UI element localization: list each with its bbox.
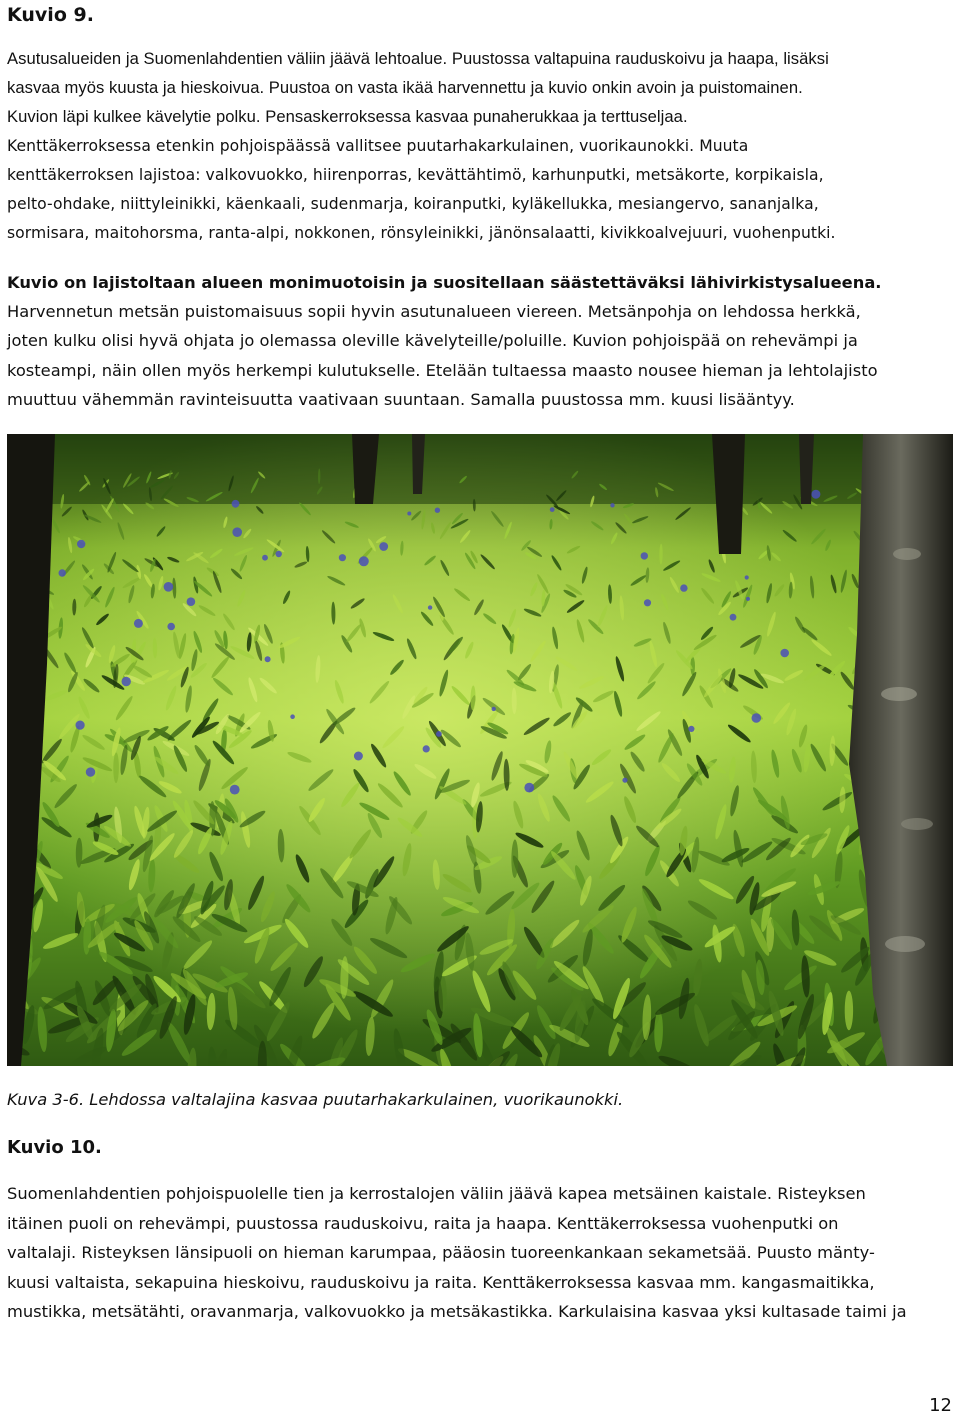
intro-line: Kuvion läpi kulkee kävelytie polku. Pensaskerroksessa kasvaa punaherukkaa ja terttuseljaa. (7, 107, 688, 127)
cornflower (746, 597, 750, 601)
cornflower (262, 555, 268, 561)
cornflower (276, 551, 282, 557)
cornflower (436, 731, 442, 737)
cornflower (122, 677, 131, 686)
cornflower (76, 721, 85, 730)
cornflower (354, 752, 363, 761)
cornflower (644, 599, 651, 606)
section-heading-kuvio-9: Kuvio 9. (7, 4, 94, 26)
cornflower (230, 785, 240, 795)
forest-undergrowth-photo (7, 434, 953, 1066)
cornflower (428, 605, 432, 609)
section-heading-kuvio-10: Kuvio 10. (7, 1137, 102, 1158)
cornflower (187, 597, 196, 606)
cornflower (680, 584, 687, 591)
section2-paragraph (7, 1179, 953, 1327)
section2-line: kuusi valtaista, sekapuina hieskoivu, rauduskoivu ja raita. Kenttäkerroksessa kasvaa mm. kangasmaitikka, (7, 1272, 875, 1292)
cornflower (265, 656, 271, 662)
cornflower (359, 556, 369, 566)
cornflower (232, 527, 242, 537)
recommendation-paragraph (7, 268, 953, 414)
recommendation-line: joten kulku olisi hyvä ohjata jo olemassa oleville kävelyteille/poluille. Kuvion pohjoispää on rehevämpi ja (7, 331, 858, 351)
cornflower (77, 540, 85, 548)
recommendation-lead: Kuvio on lajistoltaan alueen monimuotoisin ja suositellaan säästettäväksi lähivirkistysalueena. (7, 273, 882, 292)
intro-paragraph (7, 44, 953, 248)
cornflower (339, 554, 346, 561)
recommendation-line: kosteampi, näin ollen myös herkempi kulutukselle. Etelään tultaessa maasto nousee hieman ja lehtolajisto (7, 360, 878, 380)
cornflower (59, 569, 66, 576)
section2-line: itäinen puoli on rehevämpi, puustossa rauduskoivu, raita ja haapa. Kenttäkerroksessa vuohenputki on (7, 1213, 839, 1233)
cornflower (688, 726, 694, 732)
section2-line: Suomenlahdentien pohjoispuolelle tien ja kerrostalojen väliin jäävä kapea metsäinen kaistale. Risteyksen (7, 1184, 866, 1203)
intro-line: pelto-ohdake, niittyleinikki, käenkaali, sudenmarja, koiranputki, kyläkellukka, mesiangervo, sananjalka, (7, 195, 819, 214)
cornflower (641, 552, 648, 559)
cornflower (524, 783, 534, 793)
cornflower (423, 745, 430, 752)
cornflower (730, 614, 737, 621)
cornflower (379, 542, 388, 551)
cornflower (745, 575, 749, 579)
cornflower (811, 490, 820, 499)
cornflower (622, 778, 627, 783)
section2-line: mustikka, metsätähti, oravanmarja, valkovuokko ja metsäkastikka. Karkulaisina kasvaa yksi kultasade taimi ja (7, 1302, 907, 1321)
cornflower (492, 707, 496, 711)
cornflower (290, 714, 295, 719)
cornflower (232, 500, 240, 508)
page-number: 12 (929, 1395, 952, 1416)
cornflower (780, 649, 789, 658)
intro-line: kasvaa myös kuusta ja hieskoivua. Puustoa on vasta ikää harvennettu ja kuvio onkin avoin ja puistomainen. (7, 78, 803, 98)
cornflower (167, 623, 175, 631)
intro-line: Asutusalueiden ja Suomenlahdentien väliin jäävä lehtoalue. Puustossa valtapuina rauduskoivu ja haapa, lisäksi (7, 49, 829, 68)
section2-line: valtalaji. Risteyksen länsipuoli on hieman karumpaa, pääosin tuoreenkankaan sekametsää. Puusto mänty- (7, 1243, 875, 1262)
recommendation-line: muuttuu vähemmän ravinteisuutta vaativaan suuntaan. Samalla puustossa mm. kuusi lisääntyy. (7, 389, 795, 409)
intro-line: Kenttäkerroksessa etenkin pohjoispäässä vallitsee puutarhakarkulainen, vuorikaunokki. Muuta (7, 136, 749, 155)
cornflower (752, 713, 762, 723)
cornflower (435, 508, 440, 513)
photo-caption: Kuva 3-6. Lehdossa valtalajina kasvaa puutarhakarkulainen, vuorikaunokki. (7, 1090, 624, 1109)
cornflower (407, 512, 411, 516)
cornflower (134, 619, 143, 628)
cornflower (610, 503, 614, 507)
intro-line: kenttäkerroksen lajistoa: valkovuokko, hiirenporras, kevättähtimö, karhunputki, metsäkorte, korpikaisla, (7, 165, 824, 184)
leaf (845, 991, 853, 1031)
cornflower (550, 507, 555, 512)
recommendation-line: Harvennetun metsän puistomaisuus sopii hyvin asutunalueen viereen. Metsänpohja on lehdossa herkkä, (7, 302, 861, 322)
cornflower (86, 767, 95, 776)
cornflower (164, 582, 174, 592)
intro-line: sormisara, maitohorsma, ranta-alpi, nokkonen, rönsyleinikki, jänönsalaatti, kivikkoalvejuuri, vuohenputki. (7, 224, 836, 243)
